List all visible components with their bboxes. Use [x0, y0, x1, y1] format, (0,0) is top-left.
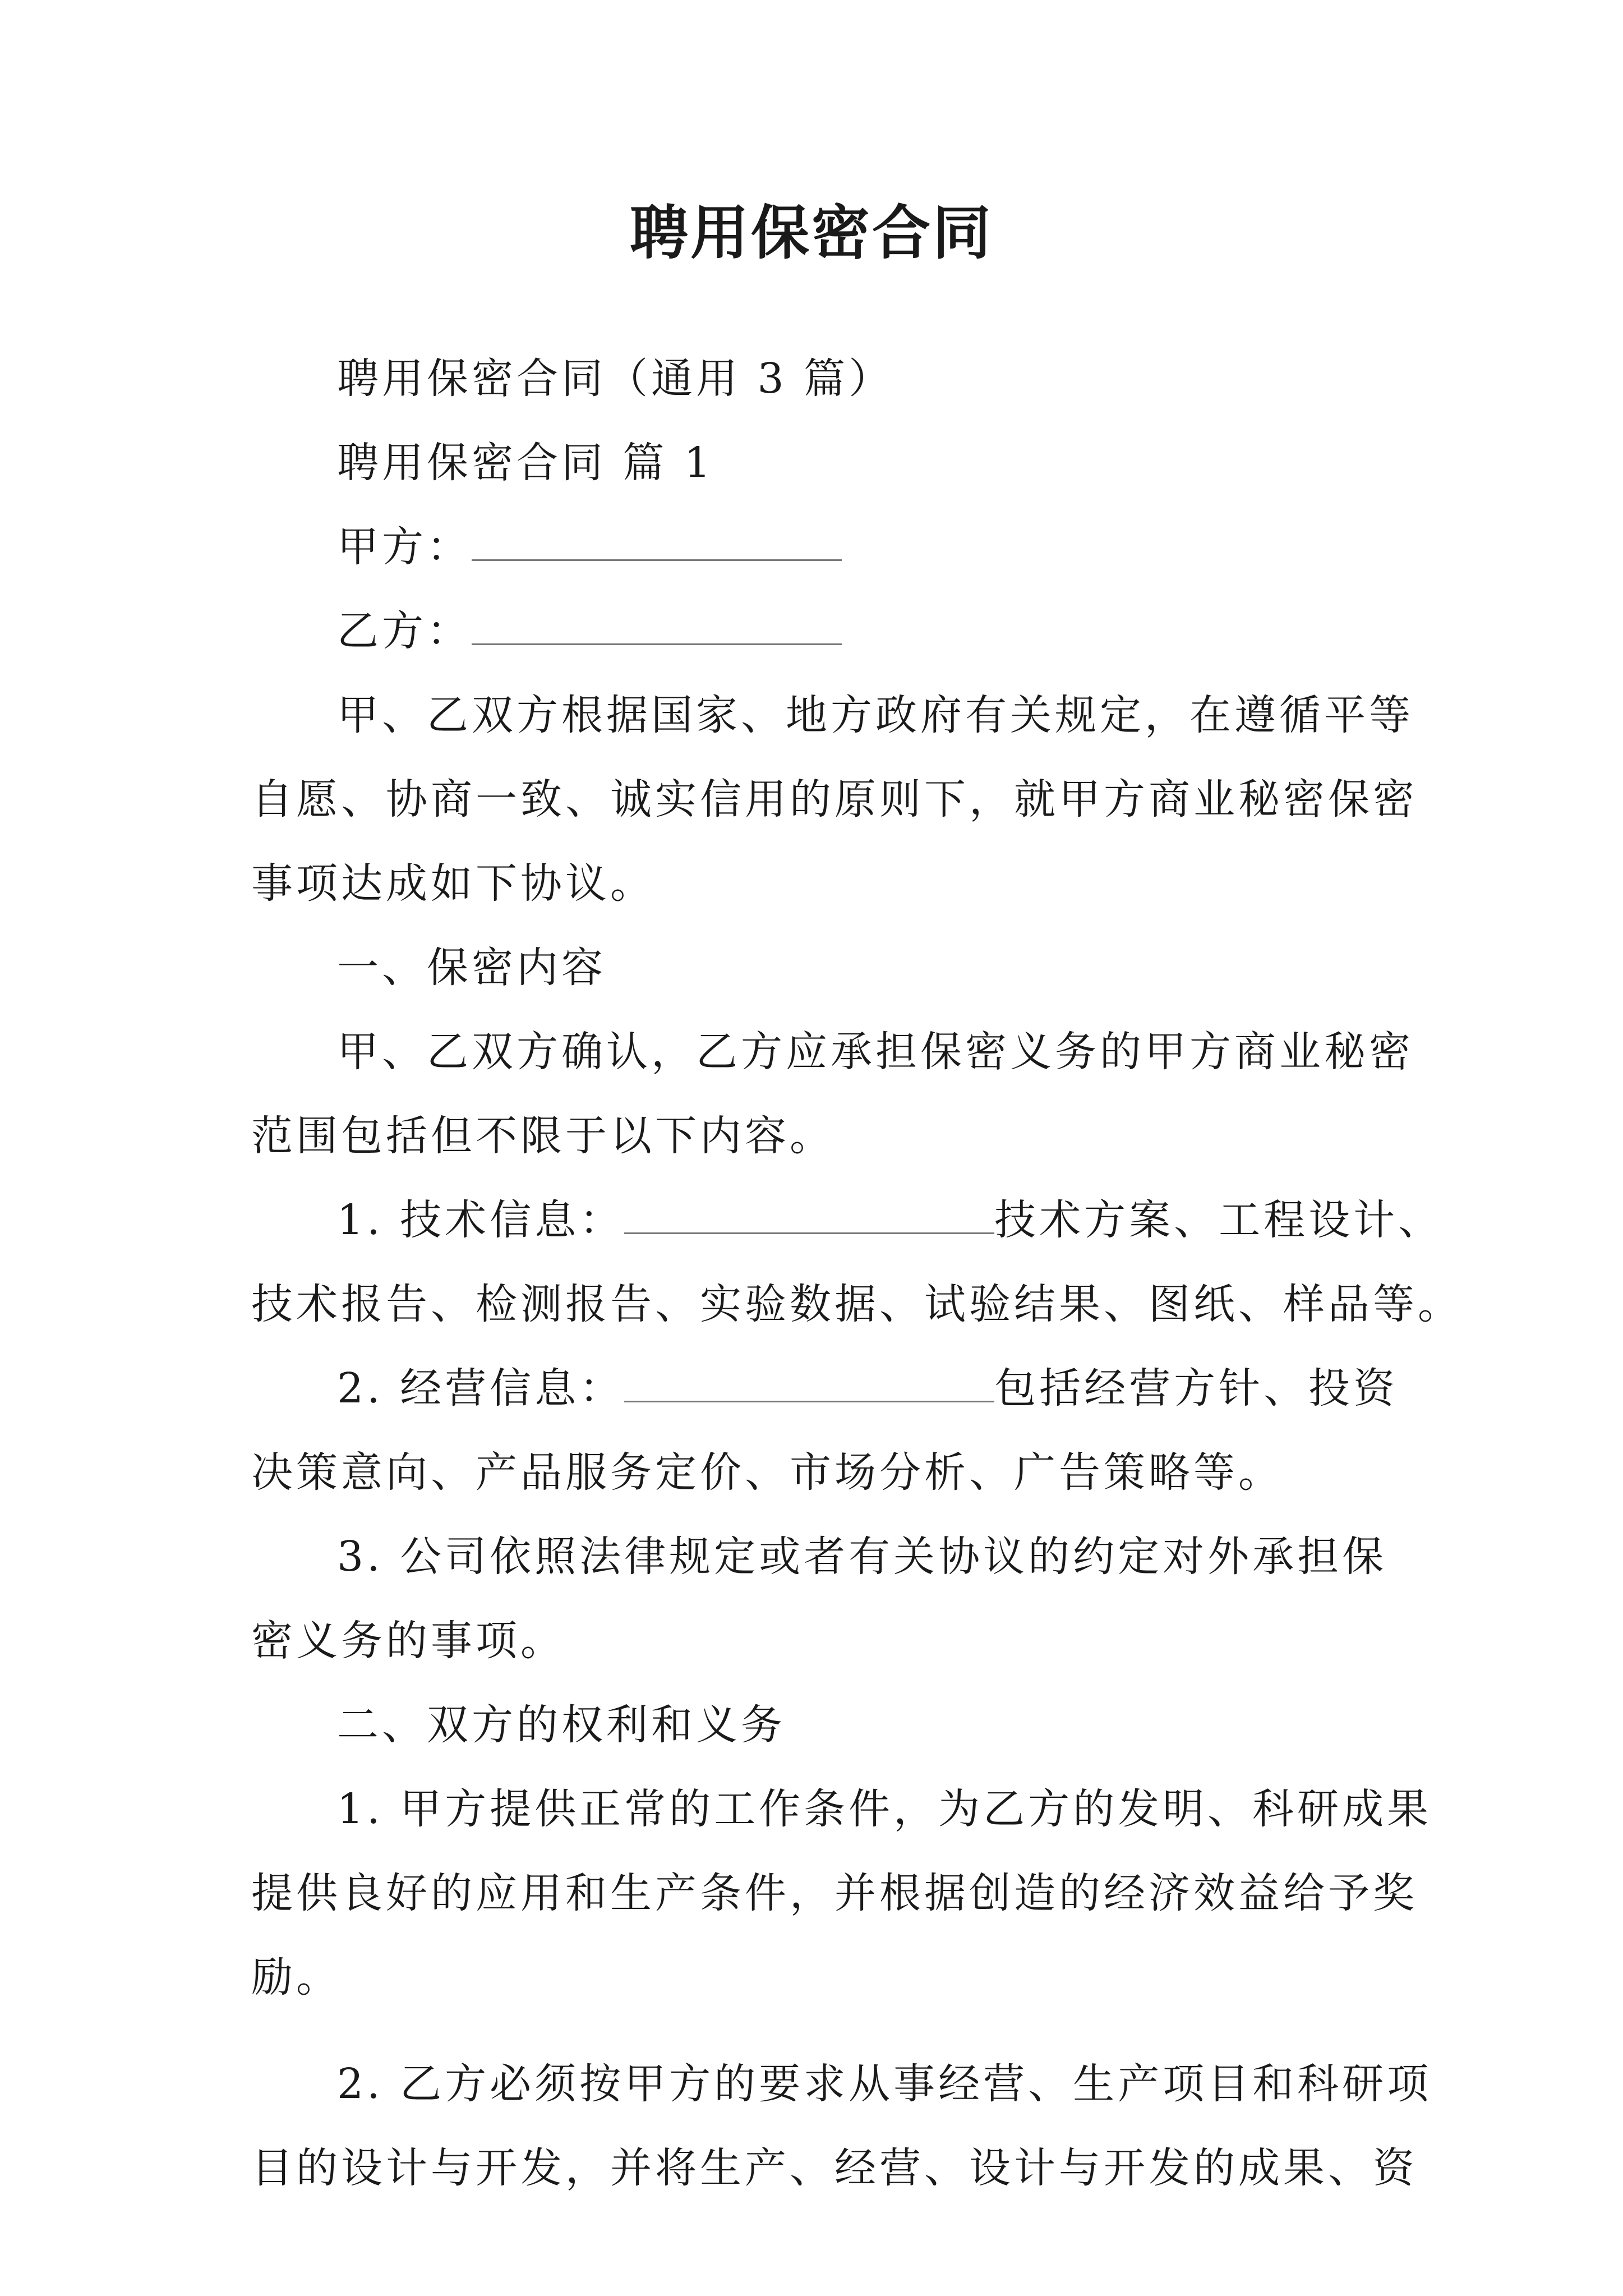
item1-line: [251, 1178, 1444, 1262]
item1-continuation: 技术报告、检测报告、实验数据、试验结果、图纸、样品等。: [251, 1280, 1463, 1328]
section2-heading: 二、双方的权利和义务: [337, 1701, 786, 1749]
item1-tail: 技术方案、工程设计、: [994, 1196, 1444, 1244]
item2-tail: 包括经营方针、投资: [994, 1364, 1399, 1412]
intro-line: 自愿、协商一致、诚实信用的原则下，就甲方商业秘密保密: [251, 775, 1418, 823]
item1-label: 1. 技术信息：: [337, 1196, 625, 1244]
intro-line: 甲、乙双方根据国家、地方政府有关规定，在遵循平等: [337, 691, 1414, 739]
rights1-line: 提供良好的应用和生产条件，并根据创造的经济效益给予奖: [251, 1869, 1418, 1917]
item3-line: 3. 公司依照法律规定或者有关协议的约定对外承担保: [337, 1533, 1387, 1581]
party-a-blank: [472, 524, 842, 561]
item2-continuation: 决策意向、产品服务定价、市场分析、广告策略等。: [251, 1448, 1283, 1497]
party-a-label: 甲方：: [337, 523, 472, 571]
document-body: [251, 337, 1463, 2210]
item2-label: 2. 经营信息：: [337, 1364, 625, 1412]
intro-line: 事项达成如下协议。: [251, 859, 655, 908]
party-b-blank: [472, 609, 842, 645]
section1-heading: 一、保密内容: [337, 944, 606, 992]
rights2-line: 2. 乙方必须按甲方的要求从事经营、生产项目和科研项: [337, 2060, 1432, 2108]
item2-line: [251, 1346, 1399, 1430]
rights1-line: 1. 甲方提供正常的工作条件，为乙方的发明、科研成果: [337, 1785, 1432, 1833]
subtitle: 聘用保密合同（通用 3 篇）: [337, 355, 894, 403]
party-a-line: [251, 505, 1395, 589]
part-title: 聘用保密合同 篇 1: [337, 439, 714, 487]
rights1-line: 励。: [251, 1953, 341, 2001]
document-title: 聘用保密合同: [629, 198, 993, 267]
item2-blank: [624, 1366, 994, 1402]
rights2-line: 目的设计与开发，并将生产、经营、设计与开发的成果、资: [251, 2144, 1418, 2192]
section1-intro-line: 甲、乙双方确认，乙方应承担保密义务的甲方商业秘密: [337, 1028, 1414, 1076]
item1-blank: [624, 1198, 994, 1234]
section1-intro-line: 范围包括但不限于以下内容。: [251, 1112, 834, 1160]
paragraph-gap: [251, 2019, 1395, 2042]
party-b-line: [251, 589, 1395, 673]
item3-line: 密义务的事项。: [251, 1617, 565, 1665]
party-b-label: 乙方：: [337, 607, 472, 655]
